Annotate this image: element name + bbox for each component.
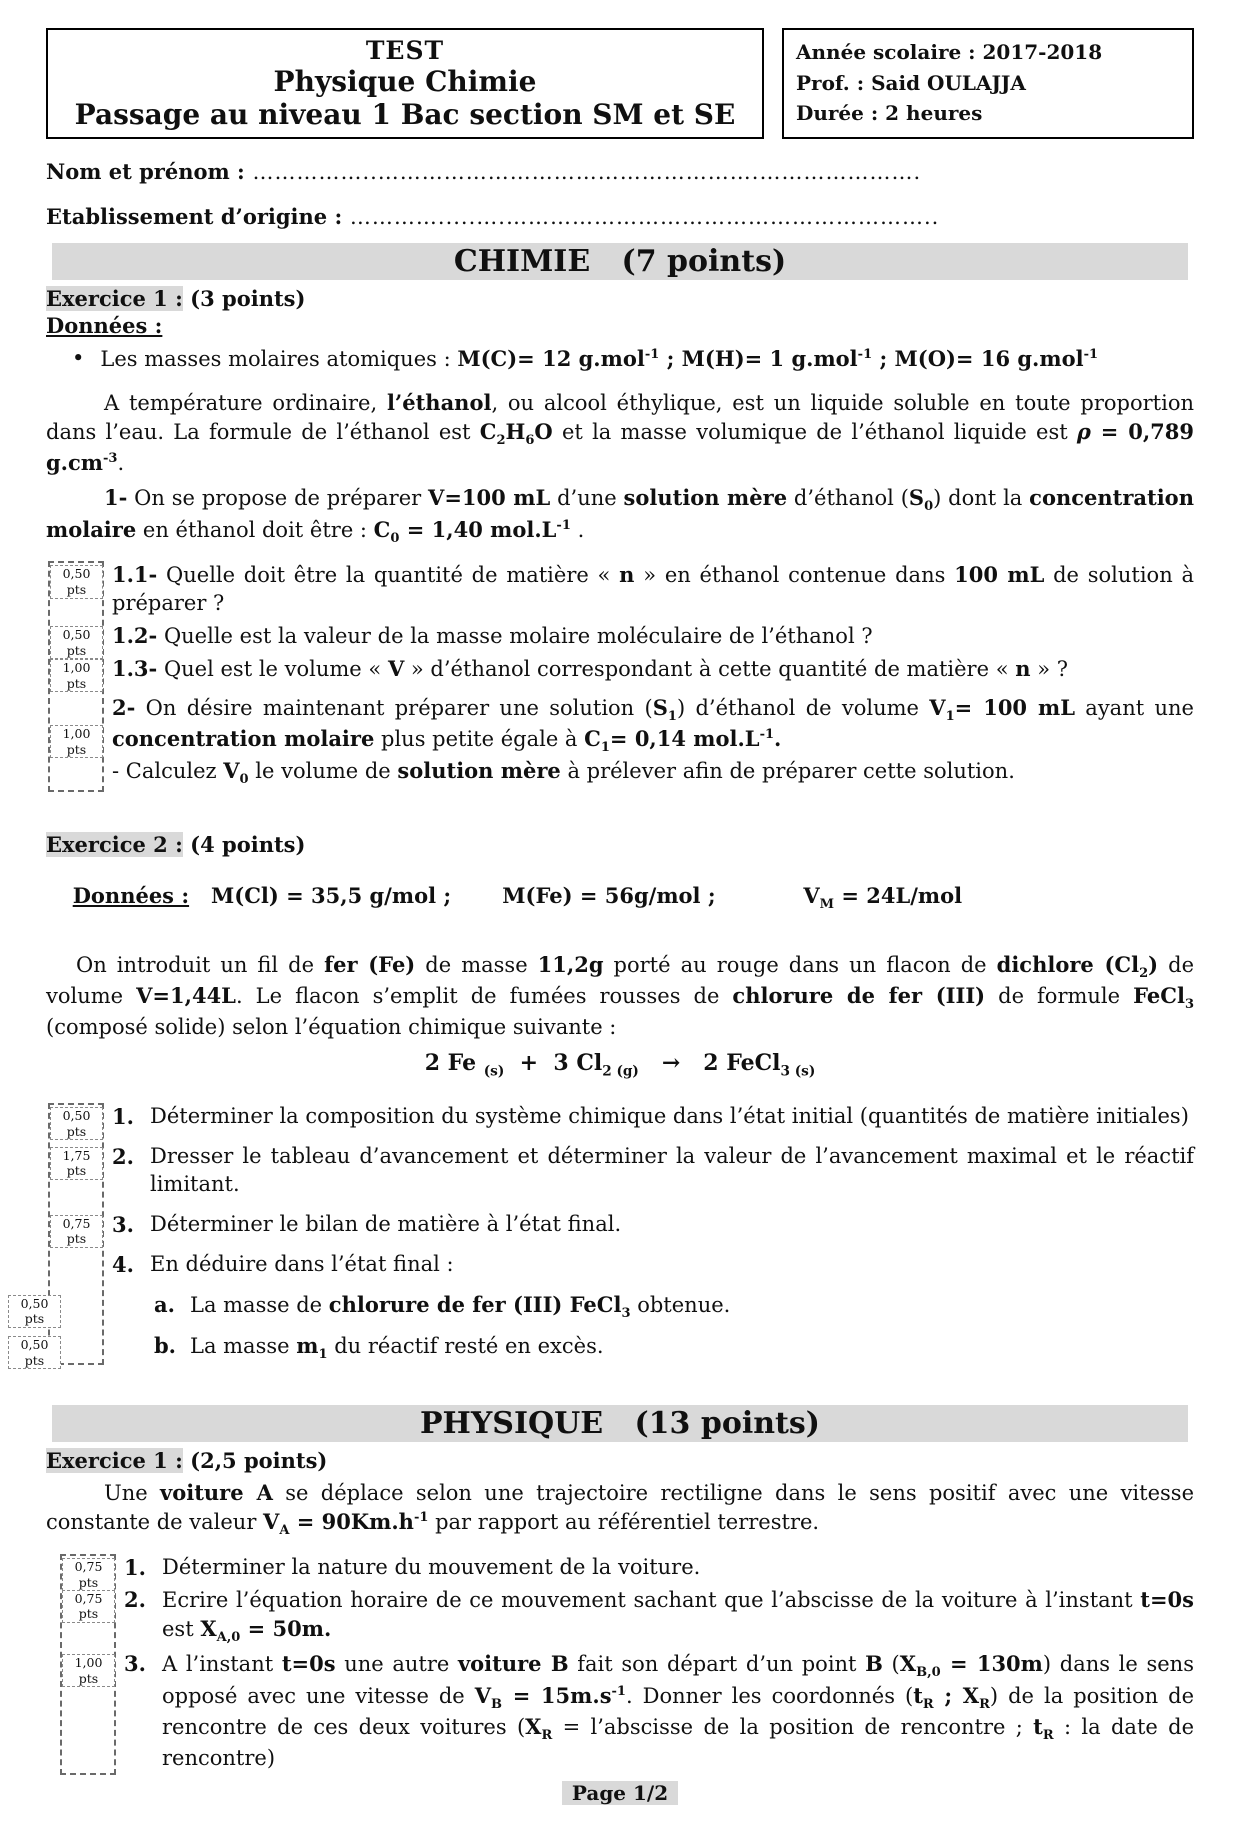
chimie-exercice-1-heading [46, 286, 1194, 311]
school-origin-label: Etablissement d’origine : [46, 204, 343, 229]
ex2-question-4b-text: La masse $m_1$ du réactif resté en excès. [190, 1333, 604, 1363]
ex2-question-4b [20, 1332, 1194, 1368]
phys-question-1-text: Déterminer la nature du mouvement de la voiture. [162, 1554, 701, 1579]
section-title-physique: PHYSIQUE (13 points) [52, 1405, 1188, 1442]
question-1-1 [62, 561, 1195, 618]
title-box [46, 28, 764, 139]
student-name-line [46, 159, 1194, 184]
ex2-question-4a-text: La masse de chlorure de fer (III) FeCl$_3$ obtenue. [190, 1291, 731, 1321]
question-1-2 [62, 622, 1194, 658]
ethanol-intro-paragraph: A température ordinaire, l’éthanol, ou alcool éthylique, est un liquide soluble en toute proportion dans l’eau. La formule de l’éthanol est $C_2H_6O$ et la masse volumique de l’éthanol liquide est ρ = 0,789 $g.cm^{-3}$. [46, 390, 1195, 476]
page-number: Page 1/2 [562, 1781, 678, 1805]
question-number: 1. [124, 1554, 146, 1580]
points-badge: 0,75 pts [50, 1215, 103, 1248]
question-1-3 [62, 655, 1194, 691]
phys-question-3 [74, 1650, 1195, 1772]
donnees-label: Données : [46, 313, 163, 338]
exercice-1-points: (3 points) [182, 286, 306, 311]
section-title-chimie: CHIMIE (7 points) [52, 243, 1188, 280]
ex2-question-4a [20, 1291, 1194, 1327]
points-badge: 1,00 pts [62, 1654, 115, 1687]
points-badge: 0,75 pts [62, 1558, 115, 1591]
chimie-ex2-donnees-values: M(Cl) = 35,5 g/mol ; M(Fe) = 56g/mol ; $V_M = 24L/mol$ [189, 883, 963, 913]
chimie-ex2-questions [20, 1103, 1194, 1368]
student-name-blank: ……………..…………………………………………….…………………. [244, 160, 922, 184]
ex2-question-3 [62, 1211, 1194, 1247]
question-number: 3. [124, 1651, 146, 1677]
ex2-question-1-text: Déterminer la composition du système chimique dans l’état initial (quantités de matière initiales) [150, 1103, 1189, 1128]
points-badge: 0,50 pts [50, 1107, 103, 1140]
chimie-question-1-intro: 1- On se propose de préparer V=100 mL d’une solution mère d’éthanol $(S_0)$ dont la concentration molaire en éthanol doit être : $C_0 = 1,40$ $mol.L^{-1}$ . [46, 485, 1194, 546]
points-badge: 0,50 pts [50, 626, 103, 659]
doc-level-title: Passage au niveau 1 Bac section SM et SE [74, 98, 736, 131]
chimie-exercice-2-heading [46, 832, 1194, 857]
doc-type-title: TEST [365, 36, 445, 65]
question-number: 2. [112, 1143, 134, 1169]
points-badge: 0,50 pts [50, 565, 103, 598]
molar-masses-data-item [46, 346, 1194, 371]
donnees-label: Données : [72, 883, 190, 909]
physique-exercice-1-heading [46, 1448, 1194, 1473]
question-1-1-text: 1.1- Quelle doit être la quantité de matière « n » en éthanol contenue dans 100 mL de solution à préparer ? [112, 562, 1195, 616]
exercice-1-label: Exercice 1 : [46, 286, 183, 311]
physique-ex1-questions [60, 1554, 1194, 1775]
exercice-1-points: (2,5 points) [182, 1448, 328, 1474]
question-1-3-text: 1.3- Quel est le volume « V » d’éthanol correspondant à cette quantité de matière « n » ? [112, 656, 1068, 682]
question-1-2-text: 1.2- Quelle est la valeur de la masse molaire moléculaire de l’éthanol ? [112, 623, 873, 649]
exercice-2-label: Exercice 2 : [46, 832, 183, 858]
school-origin-line [46, 204, 1194, 229]
question-number: 1. [112, 1103, 134, 1129]
chemical-equation: 2 Fe $_{(s)}$ + 3 $Cl_{2 (g)} \to 2$ FeCl$_{3 (s)}$ [424, 1049, 816, 1079]
bullet-icon: • [72, 346, 85, 370]
ex2-question-4-text: En déduire dans l’état final : [150, 1251, 454, 1276]
molar-masses-text: Les masses molaires atomiques : M(C)= 12 g.mol$^{-1}$ ; M(H)= 1 g.mol$^{-1}$ ; M(O)= 16 g.mol$^{-1}$ [100, 346, 1099, 371]
chimie-ex1-questions [48, 561, 1194, 792]
exercice-1-label: Exercice 1 : [46, 1448, 183, 1474]
test-duration: Durée : 2 heures [796, 101, 983, 125]
points-badge: 1,00 pts [50, 725, 103, 758]
chimie-ex1-donnees-heading [46, 313, 1194, 338]
doc-subject-title: Physique Chimie [273, 65, 537, 98]
question-letter: b. [154, 1333, 176, 1358]
exercice-2-points: (4 points) [182, 832, 306, 858]
info-box [782, 28, 1194, 139]
question-2-calc: - Calculez $V_0$ le volume de solution mère à prélever afin de préparer cette solution. [112, 757, 1015, 788]
ex2-question-2-text: Dresser le tableau d’avancement et déterminer la valeur de l’avancement maximal et le réactif limitant. [150, 1143, 1194, 1196]
phys-question-2-text: Ecrire l’équation horaire de ce mouvement sachant que l’abscisse de la voiture à l’instant t=0s est $X_{A,0} = 50m$. [162, 1586, 1194, 1645]
phys-question-3-text: A l’instant t=0s une autre voiture B fait son départ d’un point B $(X_{B,0} = 130m)$ dans le sens opposé avec une vitesse de $V_B = 15m.s^{-1}$. Donner les coordonnés ($t_R$ ; $X_R$) de la position de rencontre de ces deux voitures ($X_R$ = l’abscisse de la position de rencontre ; $t_R$ : la date de rencontre) [162, 1651, 1195, 1770]
question-letter: a. [154, 1291, 175, 1317]
points-badge: 1,00 pts [50, 659, 103, 692]
question-2-intro: 2- On désire maintenant préparer une solution $(S_1)$ d’éthanol de volume $V_1= 100$ mL ayant une concentration molaire plus petite égale à $C_1= 0,14$ $mol.L^{-1}$. [112, 694, 1194, 756]
ex2-question-2 [62, 1143, 1194, 1199]
car-motion-intro-paragraph: Une voiture A se déplace selon une trajectoire rectiligne dans le sens positif avec une vitesse constante de valeur $V_A = 90Km.h^{-1}$ par rapport au référentiel terrestre. [46, 1480, 1194, 1539]
phys-question-1 [74, 1554, 1194, 1590]
points-badge: 0,50 pts [8, 1295, 61, 1328]
student-name-label: Nom et prénom : [46, 159, 245, 184]
school-origin-blank: ………….....….………………………………………………….. [342, 205, 940, 229]
ex2-question-1 [62, 1103, 1194, 1139]
phys-question-2 [74, 1586, 1194, 1646]
ex2-question-4 [112, 1251, 1194, 1279]
question-number: 4. [112, 1251, 134, 1277]
header [46, 28, 1194, 139]
question-2 [62, 694, 1194, 788]
points-badge: 1,75 pts [50, 1147, 103, 1180]
school-year: Année scolaire : 2017-2018 [796, 40, 1103, 64]
points-badge: 0,75 pts [62, 1590, 115, 1623]
points-badge: 0,50 pts [8, 1336, 61, 1369]
iron-chlorine-intro-paragraph: On introduit un fil de fer (Fe) de masse 11,2g porté au rouge dans un flacon de dichlore $(Cl_2)$ de volume V=1,44L. Le flacon s’emplit de fumées rousses de chlorure de fer (III) de formule FeCl$_3$ (composé solide) selon l’équation chimique suivante : [46, 951, 1195, 1039]
chimie-ex2-donnees-heading [46, 859, 1194, 936]
ex2-question-3-text: Déterminer le bilan de matière à l’état final. [150, 1211, 622, 1236]
question-number: 2. [124, 1586, 146, 1612]
professor-name: Prof. : Said OULAJJA [796, 70, 1026, 95]
question-number: 3. [112, 1211, 134, 1237]
